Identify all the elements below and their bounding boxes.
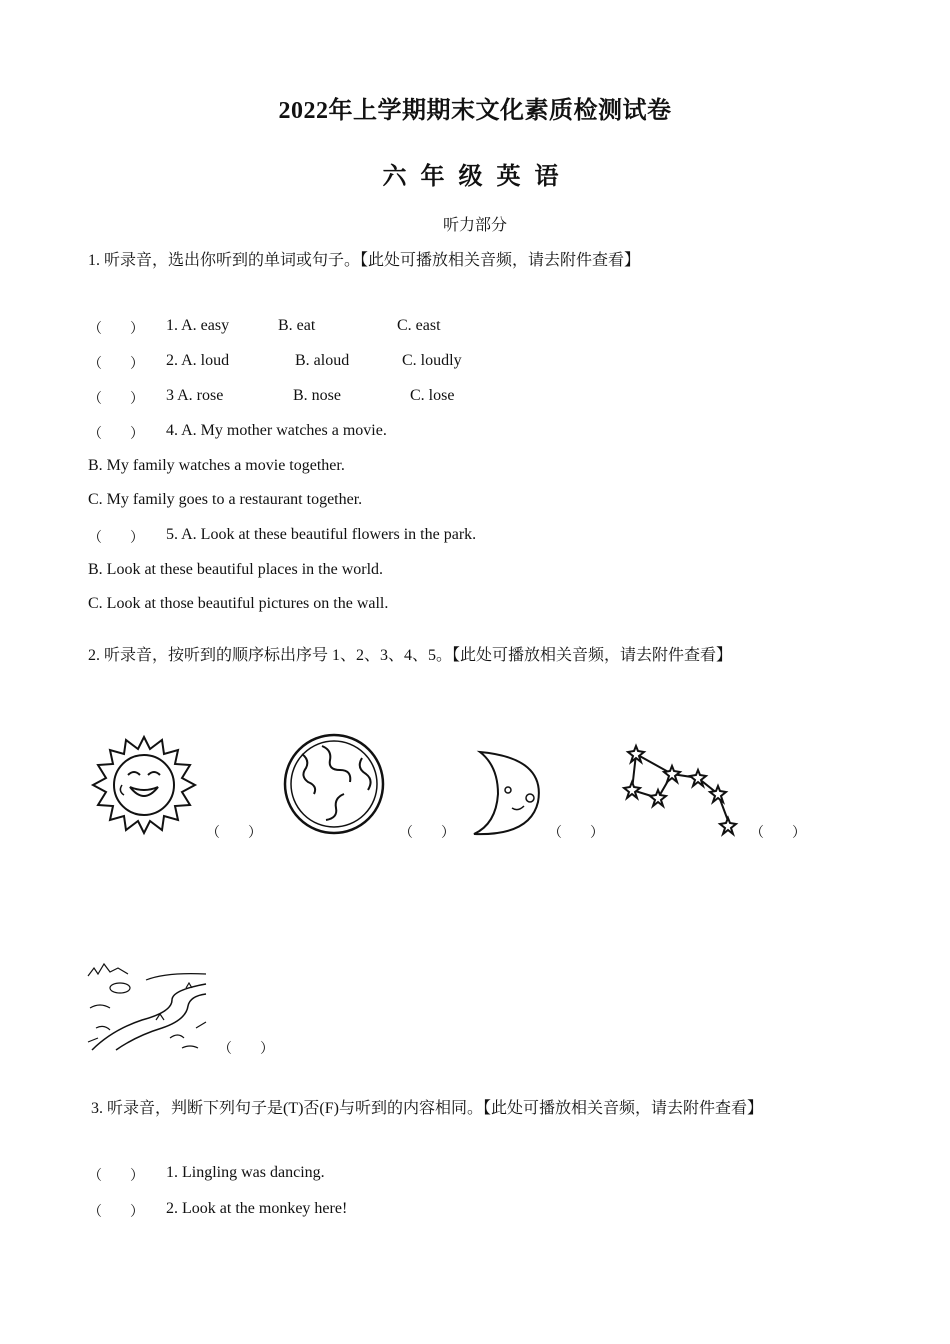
option-b: B. My family watches a movie together. — [88, 457, 345, 474]
star-icon — [720, 818, 736, 834]
statement: 2. Look at the monkey here! — [166, 1200, 348, 1217]
stars-picture — [620, 742, 742, 836]
page-title: 2022年上学期期末文化素质检测试卷 — [278, 98, 672, 124]
option-a: 4. A. My mother watches a movie. — [166, 422, 387, 439]
option-a: 1. A. easy — [166, 317, 230, 334]
option-a: 5. A. Look at these beautiful flowers in the park. — [166, 526, 477, 543]
option-b: B. eat — [278, 317, 316, 334]
river-icon — [92, 984, 206, 1050]
answer-blank[interactable]: （ ） — [88, 1169, 144, 1184]
sun-rays-icon — [93, 737, 195, 833]
option-c: C. Look at those beautiful pictures on the wall. — [88, 595, 389, 612]
answer-blank[interactable]: （ ） — [88, 531, 144, 546]
option-a: 3 A. rose — [166, 387, 224, 404]
sun-picture — [92, 735, 196, 835]
star-icon — [624, 782, 640, 798]
option-c: C. My family goes to a restaurant together. — [88, 491, 363, 508]
page-subtitle: 六年级英语 — [382, 164, 573, 190]
order-blank[interactable]: （ ） — [218, 1042, 274, 1057]
q2-instruction: 2. 听录音，按听到的顺序标出序号 1、2、3、4、5。【此处可播放相关音频，请去附件查看】 — [88, 647, 733, 664]
moon-picture — [472, 750, 542, 836]
order-blank[interactable]: （ ） — [548, 826, 604, 841]
option-b: B. Look at these beautiful places in the world. — [88, 561, 384, 578]
answer-blank[interactable]: （ ） — [88, 427, 144, 442]
option-b: B. aloud — [295, 352, 350, 369]
answer-blank[interactable]: （ ） — [88, 357, 144, 372]
q3-instruction: 3. 听录音，判断下列句子是(T)否(F)与听到的内容相同。【此处可播放相关音频，请去附件查看】 — [91, 1100, 763, 1117]
option-c: C. east — [397, 317, 441, 334]
option-a: 2. A. loud — [166, 352, 230, 369]
answer-blank[interactable]: （ ） — [88, 322, 144, 337]
order-blank[interactable]: （ ） — [206, 826, 262, 841]
q1-instruction: 1. 听录音，选出你听到的单词或句子。【此处可播放相关音频，请去附件查看】 — [88, 252, 641, 269]
option-c: C. loudly — [402, 352, 462, 369]
star-icon — [650, 790, 666, 806]
river-picture — [86, 958, 208, 1052]
section-heading: 听力部分 — [442, 217, 507, 234]
answer-blank[interactable]: （ ） — [88, 392, 144, 407]
order-blank[interactable]: （ ） — [399, 826, 455, 841]
order-blank[interactable]: （ ） — [750, 826, 806, 841]
statement: 1. Lingling was dancing. — [166, 1164, 325, 1181]
answer-blank[interactable]: （ ） — [88, 1205, 144, 1220]
star-icon — [664, 766, 680, 782]
option-b: B. nose — [293, 387, 341, 404]
option-c: C. lose — [410, 387, 455, 404]
earth-picture — [282, 734, 386, 834]
